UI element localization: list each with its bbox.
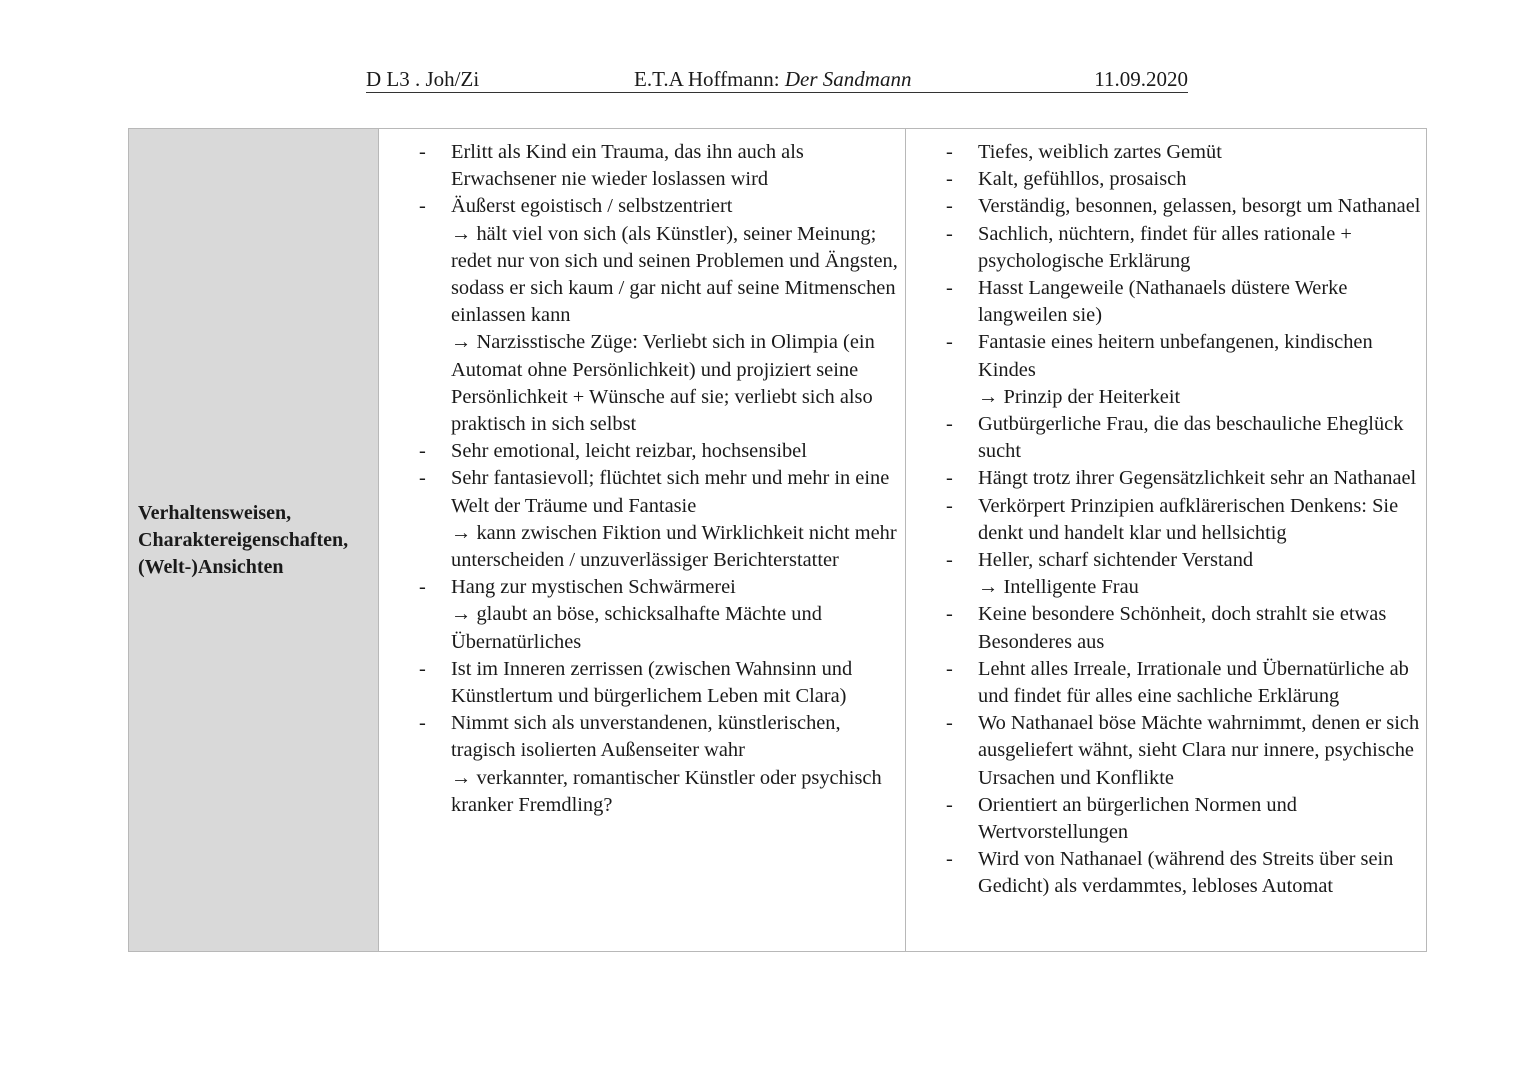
arrow-subpoint: → Intelligente Frau	[978, 576, 1139, 599]
clara-trait-bullet	[906, 275, 1426, 329]
nathanael-trait-bullet	[379, 710, 905, 819]
document-date: 11.09.2020	[1094, 67, 1188, 91]
arrow-subpoint: → verkannter, romantischer Künstler oder psychisch kranker Fremdling?	[451, 766, 882, 816]
bullet-text: Verkörpert Prinzipien aufklärerischen Denkens: Sie denkt und handelt klar und hellsichtig	[978, 494, 1399, 544]
arrow-subpoint: → hält viel von sich (als Künstler), seiner Meinung; redet nur von sich und seinen Problemen und Ängsten, sodass er sich kaum / gar nicht auf seine Mitmenschen einlassen kann	[451, 222, 898, 327]
nathanael-cell	[379, 129, 906, 952]
bullet-text: Sachlich, nüchtern, findet für alles rationale + psychologische Erklärung	[978, 222, 1352, 272]
bullet-text: Orientiert an bürgerlichen Normen und Wertvorstellungen	[978, 793, 1297, 844]
nathanael-trait-bullet	[379, 656, 905, 710]
nathanael-trait-bullet	[379, 574, 905, 656]
work-title	[634, 66, 911, 92]
author-name: E.T.A Hoffmann:	[634, 67, 785, 91]
clara-trait-bullet	[906, 465, 1426, 492]
nathanael-trait-bullet	[379, 193, 905, 438]
bullet-text: Verständig, besonnen, gelassen, besorgt um Nathanael	[978, 195, 1421, 218]
row-label-cell	[129, 129, 379, 952]
clara-trait-bullet	[906, 411, 1426, 465]
arrow-subpoint: → Prinzip der Heiterkeit	[978, 385, 1181, 408]
row-label-line: Charaktereigenschaften,	[138, 528, 349, 551]
bullet-text: Hängt trotz ihrer Gegensätzlichkeit sehr an Nathanael	[978, 467, 1417, 490]
nathanael-trait-bullet	[379, 438, 905, 465]
clara-trait-bullet	[906, 656, 1426, 710]
bullet-text: Nimmt sich als unverstandenen, künstlerischen, tragisch isolierten Außenseiter wahr	[451, 712, 841, 762]
clara-trait-bullet	[906, 493, 1426, 547]
bullet-text: Kalt, gefühllos, prosaisch	[978, 168, 1187, 191]
bullet-text: Keine besondere Schönheit, doch strahlt sie etwas Besonderes aus	[978, 603, 1387, 653]
clara-trait-bullet	[906, 221, 1426, 275]
bullet-text: Äußerst egoistisch / selbstzentriert	[451, 195, 733, 218]
clara-trait-bullet	[906, 846, 1426, 900]
arrow-subpoint: → glaubt an böse, schicksalhafte Mächte und Übernatürliches	[451, 603, 822, 653]
document-header	[366, 66, 1188, 93]
clara-trait-bullet	[906, 547, 1426, 601]
bullet-text: Fantasie eines heitern unbefangenen, kindischen Kindes	[978, 331, 1373, 381]
nathanael-trait-bullet	[379, 139, 905, 193]
bullet-text: Lehnt alles Irreale, Irrationale und Übernatürliche ab und findet für alles eine sachliche Erklärung	[978, 657, 1409, 708]
bullet-text: Heller, scharf sichtender Verstand	[978, 549, 1254, 572]
bullet-text: Wird von Nathanael (während des Streits über sein Gedicht) als verdammtes, lebloses Automat	[978, 848, 1394, 898]
arrow-subpoint: → Narzisstische Züge: Verliebt sich in Olimpia (ein Automat ohne Persönlichkeit) und projiziert seine Persönlichkeit + Wünsche auf sie; verliebt sich also praktisch in sich selbst	[451, 331, 875, 436]
bullet-text: Ist im Inneren zerrissen (zwischen Wahnsinn und Künstlertum und bürgerlichem Leben mit Clara)	[451, 657, 853, 708]
clara-traits-list	[906, 129, 1426, 901]
nathanael-trait-bullet	[379, 465, 905, 574]
nathanael-traits-list	[379, 129, 905, 819]
row-label-line: Verhaltensweisen,	[138, 501, 292, 524]
arrow-subpoint: → kann zwischen Fiktion und Wirklichkeit nicht mehr unterscheiden / unzuverlässiger Berichterstatter	[451, 521, 897, 572]
clara-trait-bullet	[906, 329, 1426, 411]
course-label: D L3 . Joh/Zi	[366, 67, 480, 91]
bullet-text: Tiefes, weiblich zartes Gemüt	[978, 141, 1222, 163]
clara-trait-bullet	[906, 792, 1426, 846]
clara-cell	[906, 129, 1427, 952]
bullet-text: Sehr emotional, leicht reizbar, hochsensibel	[451, 440, 807, 463]
bullet-text: Hasst Langeweile (Nathanaels düstere Werke langweilen sie)	[978, 277, 1348, 327]
clara-trait-bullet	[906, 710, 1426, 792]
bullet-text: Wo Nathanael böse Mächte wahrnimmt, denen er sich ausgeliefert wähnt, sieht Clara nur innere, psychische Ursachen und Konflikte	[978, 712, 1420, 789]
bullet-text: Gutbürgerliche Frau, die das beschauliche Eheglück sucht	[978, 413, 1404, 463]
book-title: Der Sandmann	[784, 67, 912, 91]
clara-trait-bullet	[906, 166, 1426, 193]
clara-trait-bullet	[906, 601, 1426, 655]
character-table	[128, 128, 1427, 952]
bullet-text: Erlitt als Kind ein Trauma, das ihn auch als Erwachsener nie wieder loslassen wird	[451, 141, 804, 191]
table-row	[129, 129, 1427, 952]
bullet-text: Sehr fantasievoll; flüchtet sich mehr und mehr in eine Welt der Träume und Fantasie	[451, 467, 890, 517]
clara-trait-bullet	[906, 193, 1426, 220]
bullet-text: Hang zur mystischen Schwärmerei	[451, 576, 736, 599]
clara-trait-bullet	[906, 139, 1426, 166]
row-label-line: (Welt-)Ansichten	[138, 555, 284, 578]
